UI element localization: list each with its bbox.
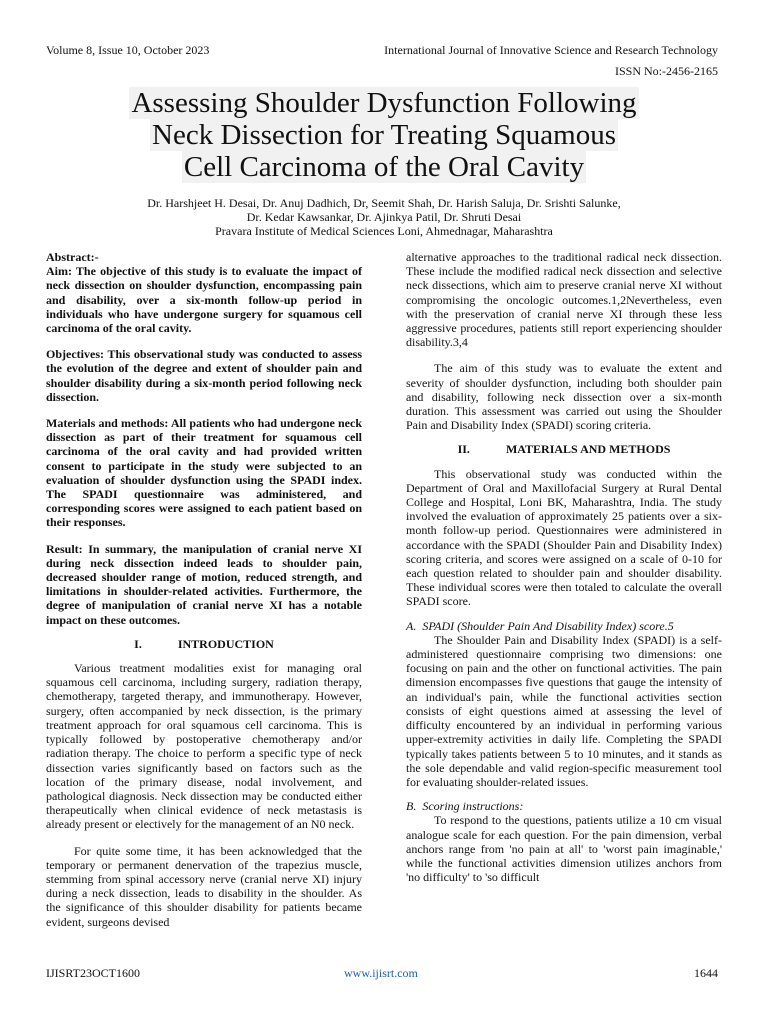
abstract-methods: Materials and methods: All patients who had undergone neck dissection as part of their treatment for squamous cell carcinoma of the oral cavity and had provided written consent to participate in the study were subjected to an evaluation of shoulder dysfunction using the SPADI index. The SPADI questionnaire was administered, and corresponding scores were assigned to each patient based on their responses. [46,416,362,530]
paper-id: IJISRT23OCT1600 [46,966,140,980]
abstract-aim: Aim: The objective of this study is to evaluate the impact of neck dissection on shoulder dysfunction, encompassing pain and disability, over a six-month follow-up period in individuals who have undergone surgery for squamous cell carcinoma of the oral cavity. [46,264,362,336]
section-number: II. [457,442,470,457]
journal-name: International Journal of Innovative Science and Research Technology [384,43,718,57]
authors-line-2: Dr. Kedar Kawsankar, Dr. Ajinkya Patil, Dr. Shruti Desai [246,210,522,224]
intro-paragraph-2-continued: alternative approaches to the traditional radical neck dissection. These include the modified radical neck dissection and selective neck dissections, which aim to preserve cranial nerve XI without compromising the oncologic outcomes.1,2Nevertheless, even with the preservation of cranial nerve XI through these less aggressive procedures, patients still report experiencing shoulder disability.3,4 [406,250,722,350]
author-block [60,196,708,238]
subsection-title: Scoring instructions: [422,799,524,814]
title-line-3: Cell Carcinoma of the Oral Cavity [183,151,585,183]
subsection-label: A. [406,618,417,633]
right-column [406,250,722,884]
authors-line-1: Dr. Harshjeet H. Desai, Dr. Anuj Dadhich, Dr, Seemit Shah, Dr. Harish Saluja, Dr. Srishti Salunke, [147,196,621,210]
subsection-heading-spadi [406,619,722,633]
spadi-paragraph: The Shoulder Pain and Disability Index (SPADI) is a self-administered questionnaire comprising two dimensions: one focusing on pain and the other on functional activities. The pain dimension encompasses five questions that gauge the intensity of an individual's pain, while the functional activities section consists of eight questions aimed at assessing the level of difficulty encountered by an individual in performing various upper-extremity activities in daily life. Completing the SPADI typically takes patients between 5 to 10 minutes, and it stands as the sole dependable and valid region-specific measurement tool for evaluating shoulder-related issues. [406,632,722,789]
methods-paragraph-1: This observational study was conducted within the Department of Oral and Maxillofacial Surgery at Rural Dental College and Hospital, Loni BK, Maharashtra, India. The study involved the evaluation of approximately 25 patients over a six-month follow-up period. Questionnaires were administered in accordance with the SPADI (Shoulder Pain and Disability Index) scoring criteria, and scores were assigned on a scale of 0-10 for each question related to shoulder pain and shoulder disability. These individual scores were then totaled to calculate the overall SPADI score. [406,466,722,609]
intro-paragraph-2: For quite some time, it has been acknowledged that the temporary or permanent denervation of the trapezius muscle, stemming from spinal accessory nerve (cranial nerve XI) injury during a neck dissection, leads to disability in the shoulder. As the significance of this shoulder disability for patients became evident, surgeons devised [46,843,362,929]
left-column [46,250,362,929]
title-line-1: Assessing Shoulder Dysfunction Following [131,87,637,119]
section-number: I. [134,636,142,651]
section-heading-introduction [46,637,362,651]
title-line-2: Neck Dissection for Treating Squamous [152,119,616,151]
abstract-objectives: Objectives: This observational study was conducted to assess the evolution of the degree and extent of shoulder pain and shoulder disability during a six-month period following neck dissection. [46,347,362,404]
paper-title [60,87,708,183]
volume-info: Volume 8, Issue 10, October 2023 [46,43,210,57]
journal-website-link[interactable]: www.ijisrt.com [344,966,418,980]
scoring-paragraph: To respond to the questions, patients utilize a 10 cm visual analogue scale for each question. For the pain dimension, verbal anchors range from 'no pain at all' to 'worst pain imaginable,' while the functional activities dimension utilizes anchors from 'no difficulty' to 'so difficult [406,813,722,885]
section-heading-methods [406,442,722,456]
section-title: INTRODUCTION [177,636,274,651]
intro-paragraph-3: The aim of this study was to evaluate the extent and severity of shoulder dysfunction, including both shoulder pain and disability, following neck dissection over a six-month duration. This assessment was carried out using the Shoulder Pain and Disability Index (SPADI) scoring criteria. [406,361,722,433]
subsection-label: B. [406,799,417,814]
section-title: MATERIALS AND METHODS [505,442,671,457]
abstract-result: Result: In summary, the manipulation of cranial nerve XI during neck dissection indeed leads to shoulder pain, decreased shoulder range of motion, reduced strength, and limitations in shoulder-related activities. Furthermore, the degree of manipulation of cranial nerve XI has a notable impact on these outcomes. [46,541,362,627]
intro-paragraph-1: Various treatment modalities exist for managing oral squamous cell carcinoma, including surgery, radiation therapy, chemotherapy, targeted therapy, and immunotherapy. However, surgery, often accompanied by neck dissection, is the primary treatment approach for oral squamous cell carcinoma. This is typically followed by postoperative chemotherapy and/or radiation therapy. The choice to perform a specific type of neck dissection varies significantly based on factors such as the location of the primary disease, nodal involvement, and pathological diagnosis. Neck dissection may be conducted either therapeutically when clinical evidence of neck metastasis is already present or electively for the management of an N0 neck. [46,661,362,832]
subsection-title: SPADI (Shoulder Pain And Disability Index) score.5 [422,618,674,633]
issn: ISSN No:-2456-2165 [614,64,718,78]
affiliation: Pravara Institute of Medical Sciences Loni, Ahmednagar, Maharashtra [215,224,553,238]
abstract-heading: Abstract:- [46,250,99,264]
subsection-heading-scoring [406,799,722,813]
page-number: 1644 [694,966,718,980]
